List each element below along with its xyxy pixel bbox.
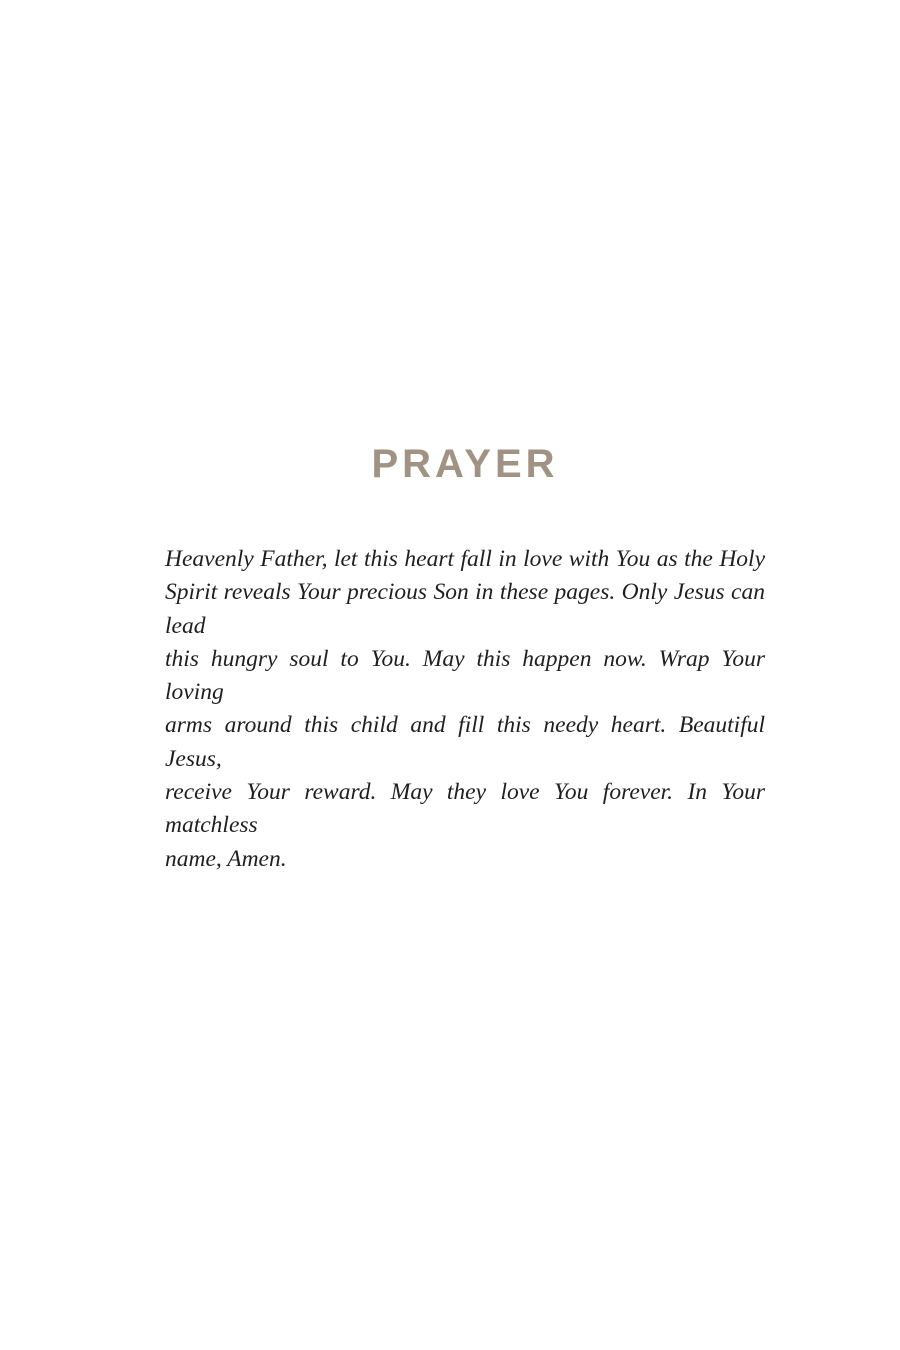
prayer-line: receive Your reward. May they love You forever. In Your matchless [165, 779, 765, 839]
prayer-line: Spirit reveals Your precious Son in these pages. Only Jesus can lead [165, 579, 765, 639]
prayer-text [165, 543, 765, 876]
prayer-line: arms around this child and fill this needy heart. Beautiful Jesus, [165, 712, 765, 772]
prayer-line: Heavenly Father, let this heart fall in love with You as the Holy [165, 546, 765, 572]
prayer-line: name, Amen. [165, 845, 287, 872]
page-title: PRAYER [371, 442, 559, 486]
prayer-line: this hungry soul to You. May this happen now. Wrap Your loving [165, 645, 765, 706]
